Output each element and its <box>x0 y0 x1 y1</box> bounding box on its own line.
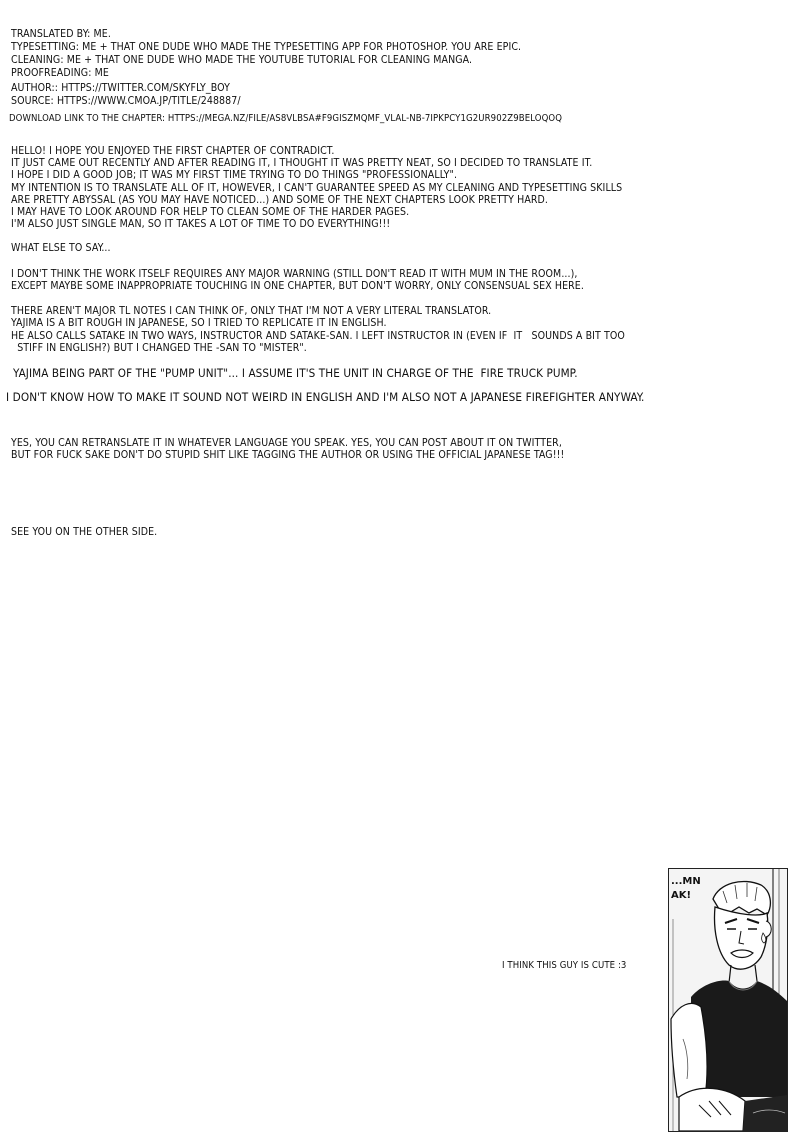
credit-source: SOURCE: HTTPS://WWW.CMOA.JP/TITLE/248887/ <box>11 95 241 107</box>
tl-note-line: THERE AREN'T MAJOR TL NOTES I CAN THINK OF, ONLY THAT I'M NOT A VERY LITERAL TRANSLATOR. <box>11 305 492 317</box>
panel-caption: I THINK THIS GUY IS CUTE :3 <box>502 960 627 971</box>
pump-note-line: YAJIMA BEING PART OF THE "PUMP UNIT"... I ASSUME IT'S THE UNIT IN CHARGE OF THE FIRE TRUCK PUMP. <box>13 366 578 380</box>
speech-bubble-text <box>671 875 711 903</box>
credit-author: AUTHOR:: HTTPS://TWITTER.COM/SKYFLY_BOY <box>11 82 230 94</box>
retranslate-line: YES, YOU CAN RETRANSLATE IT IN WHATEVER LANGUAGE YOU SPEAK. YES, YOU CAN POST ABOUT IT ON TWITTER, <box>11 437 562 449</box>
tl-note-line: STIFF IN ENGLISH?) BUT I CHANGED THE -SAN TO "MISTER". <box>11 342 307 354</box>
manga-character-panel <box>668 868 788 1132</box>
intro-line: I MAY HAVE TO LOOK AROUND FOR HELP TO CLEAN SOME OF THE HARDER PAGES. <box>11 206 410 218</box>
credit-proofreading: PROOFREADING: ME <box>11 67 109 79</box>
pump-note-line: I DON'T KNOW HOW TO MAKE IT SOUND NOT WEIRD IN ENGLISH AND I'M ALSO NOT A JAPANESE FIREFIGHTER ANYWAY. <box>6 390 645 404</box>
tl-note-line: YAJIMA IS A BIT ROUGH IN JAPANESE, SO I TRIED TO REPLICATE IT IN ENGLISH. <box>11 317 387 329</box>
credit-translated-by: TRANSLATED BY: ME. <box>11 28 111 40</box>
intro-line: I'M ALSO JUST SINGLE MAN, SO IT TAKES A LOT OF TIME TO DO EVERYTHING!!! <box>11 218 391 230</box>
intro-line: HELLO! I HOPE YOU ENJOYED THE FIRST CHAPTER OF CONTRADICT. <box>11 145 335 157</box>
signoff: SEE YOU ON THE OTHER SIDE. <box>11 526 158 538</box>
download-link: DOWNLOAD LINK TO THE CHAPTER: HTTPS://MEGA.NZ/FILE/AS8VLBSA#F9GISZMQMF_VLAL-NB-7IPKPCY1G2UR902Z9BELOQOQ <box>9 113 563 124</box>
retranslate-line: BUT FOR FUCK SAKE DON'T DO STUPID SHIT LIKE TAGGING THE AUTHOR OR USING THE OFFICIAL JAPANESE TAG!!! <box>11 449 565 461</box>
tl-note-line: HE ALSO CALLS SATAKE IN TWO WAYS, INSTRUCTOR AND SATAKE-SAN. I LEFT INSTRUCTOR IN (EVEN IF IT SOUNDS A BIT TOO <box>11 330 625 342</box>
intro-line: IT JUST CAME OUT RECENTLY AND AFTER READING IT, I THOUGHT IT WAS PRETTY NEAT, SO I DECIDED TO TRANSLATE IT. <box>11 157 593 169</box>
what-else-heading: WHAT ELSE TO SAY... <box>11 242 111 254</box>
credit-typesetting: TYPESETTING: ME + THAT ONE DUDE WHO MADE THE TYPESETTING APP FOR PHOTOSHOP. YOU ARE EPIC. <box>11 41 522 53</box>
warning-line: EXCEPT MAYBE SOME INAPPROPRIATE TOUCHING IN ONE CHAPTER, BUT DON'T WORRY, ONLY CONSENSUAL SEX HERE. <box>11 280 584 292</box>
bubble-line: AK! <box>671 890 692 901</box>
warning-line: I DON'T THINK THE WORK ITSELF REQUIRES ANY MAJOR WARNING (STILL DON'T READ IT WITH MUM IN THE ROOM...), <box>11 268 578 280</box>
manga-character-illustration <box>669 869 787 1131</box>
intro-line: I HOPE I DID A GOOD JOB; IT WAS MY FIRST TIME TRYING TO DO THINGS "PROFESSIONALLY". <box>11 169 458 181</box>
credit-cleaning: CLEANING: ME + THAT ONE DUDE WHO MADE THE YOUTUBE TUTORIAL FOR CLEANING MANGA. <box>11 54 473 66</box>
intro-line: MY INTENTION IS TO TRANSLATE ALL OF IT, HOWEVER, I CAN'T GUARANTEE SPEED AS MY CLEANING AND TYPESETTING SKILLS <box>11 182 623 194</box>
intro-line: ARE PRETTY ABYSSAL (AS YOU MAY HAVE NOTICED...) AND SOME OF THE NEXT CHAPTERS LOOK PRETTY HARD. <box>11 194 549 206</box>
bubble-line: ...MN <box>671 876 701 887</box>
